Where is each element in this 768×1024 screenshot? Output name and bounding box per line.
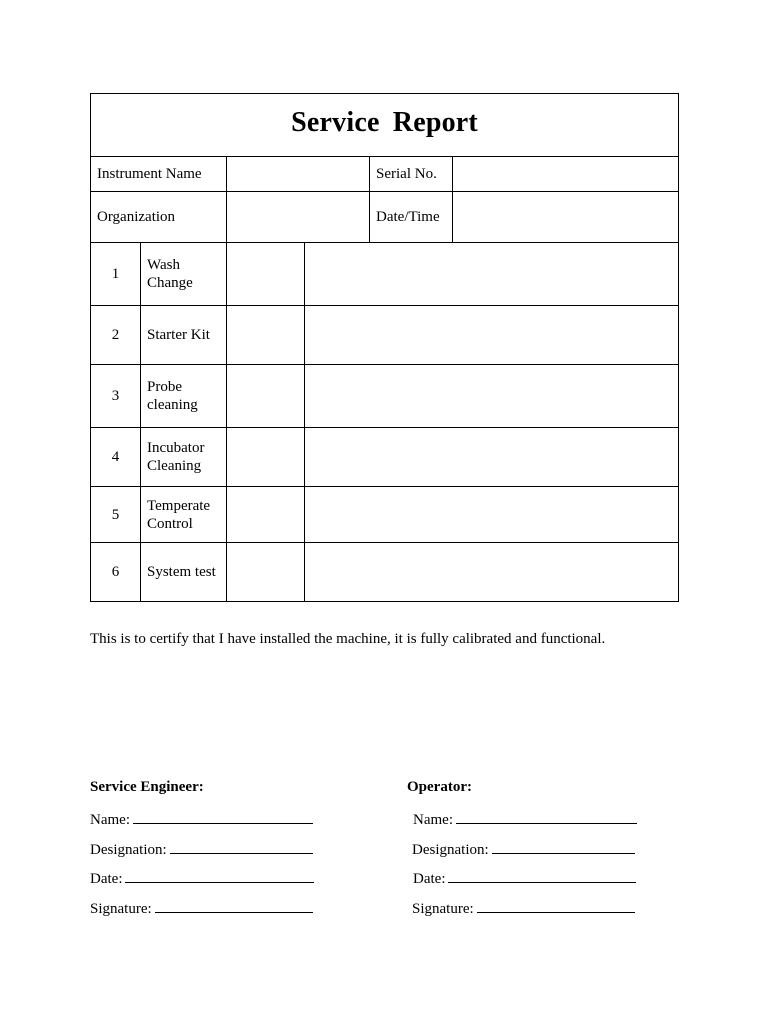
serial-no-label: Serial No. <box>370 157 453 192</box>
engineer-name-field[interactable] <box>133 809 313 824</box>
instrument-name-field[interactable] <box>227 157 370 192</box>
operator-date-field[interactable] <box>448 868 636 883</box>
operator-signature-line <box>412 898 635 918</box>
operator-date-line <box>413 868 636 888</box>
organization-field[interactable] <box>227 192 370 243</box>
item-name: Starter Kit <box>141 306 227 365</box>
engineer-name-line <box>90 809 313 829</box>
instrument-name-label: Instrument Name <box>91 157 227 192</box>
report-title-cell <box>91 94 679 157</box>
operator-name-field[interactable] <box>456 809 637 824</box>
certification-statement: This is to certify that I have installed the machine, it is fully calibrated and functional. <box>90 631 606 647</box>
engineer-date-label: Date: <box>90 871 123 887</box>
item-status-field[interactable] <box>227 428 305 487</box>
item-status-field[interactable] <box>227 306 305 365</box>
date-time-field[interactable] <box>453 192 679 243</box>
engineer-signature-line <box>90 898 313 918</box>
item-remarks-field[interactable] <box>305 487 679 543</box>
organization-label: Organization <box>91 192 227 243</box>
item-status-field[interactable] <box>227 243 305 306</box>
operator-signature-field[interactable] <box>477 898 635 913</box>
engineer-designation-line <box>90 839 313 859</box>
item-remarks-field[interactable] <box>305 365 679 428</box>
item-status-field[interactable] <box>227 487 305 543</box>
operator-designation-label: Designation: <box>412 842 489 858</box>
item-status-field[interactable] <box>227 543 305 602</box>
operator-block <box>407 779 647 929</box>
item-number: 3 <box>91 365 141 428</box>
report-title: Service Report <box>291 107 478 138</box>
date-time-label: Date/Time <box>370 192 453 243</box>
engineer-name-label: Name: <box>90 812 130 828</box>
table-row <box>91 365 679 428</box>
engineer-date-field[interactable] <box>125 868 314 883</box>
item-remarks-field[interactable] <box>305 306 679 365</box>
service-engineer-heading: Service Engineer: <box>90 779 204 795</box>
item-name: Wash Change <box>141 243 227 306</box>
table-row <box>91 306 679 365</box>
item-name: Probe cleaning <box>141 365 227 428</box>
operator-signature-label: Signature: <box>412 901 474 917</box>
item-remarks-field[interactable] <box>305 428 679 487</box>
item-name: Temperate Control <box>141 487 227 543</box>
operator-designation-line <box>412 839 635 859</box>
item-name: System test <box>141 543 227 602</box>
item-number: 2 <box>91 306 141 365</box>
operator-name-line <box>413 809 637 829</box>
table-row <box>91 243 679 306</box>
engineer-signature-label: Signature: <box>90 901 152 917</box>
operator-designation-field[interactable] <box>492 839 635 854</box>
serial-no-field[interactable] <box>453 157 679 192</box>
operator-heading: Operator: <box>407 779 472 795</box>
item-number: 5 <box>91 487 141 543</box>
table-row <box>91 543 679 602</box>
engineer-date-line <box>90 868 314 888</box>
item-number: 6 <box>91 543 141 602</box>
item-number: 1 <box>91 243 141 306</box>
table-row <box>91 487 679 543</box>
item-status-field[interactable] <box>227 365 305 428</box>
item-remarks-field[interactable] <box>305 543 679 602</box>
engineer-designation-field[interactable] <box>170 839 313 854</box>
operator-name-label: Name: <box>413 812 453 828</box>
item-number: 4 <box>91 428 141 487</box>
item-remarks-field[interactable] <box>305 243 679 306</box>
engineer-signature-field[interactable] <box>155 898 313 913</box>
engineer-designation-label: Designation: <box>90 842 167 858</box>
service-report-table <box>90 93 679 602</box>
service-engineer-block <box>90 779 330 929</box>
operator-date-label: Date: <box>413 871 446 887</box>
item-name: Incubator Cleaning <box>141 428 227 487</box>
table-row <box>91 428 679 487</box>
